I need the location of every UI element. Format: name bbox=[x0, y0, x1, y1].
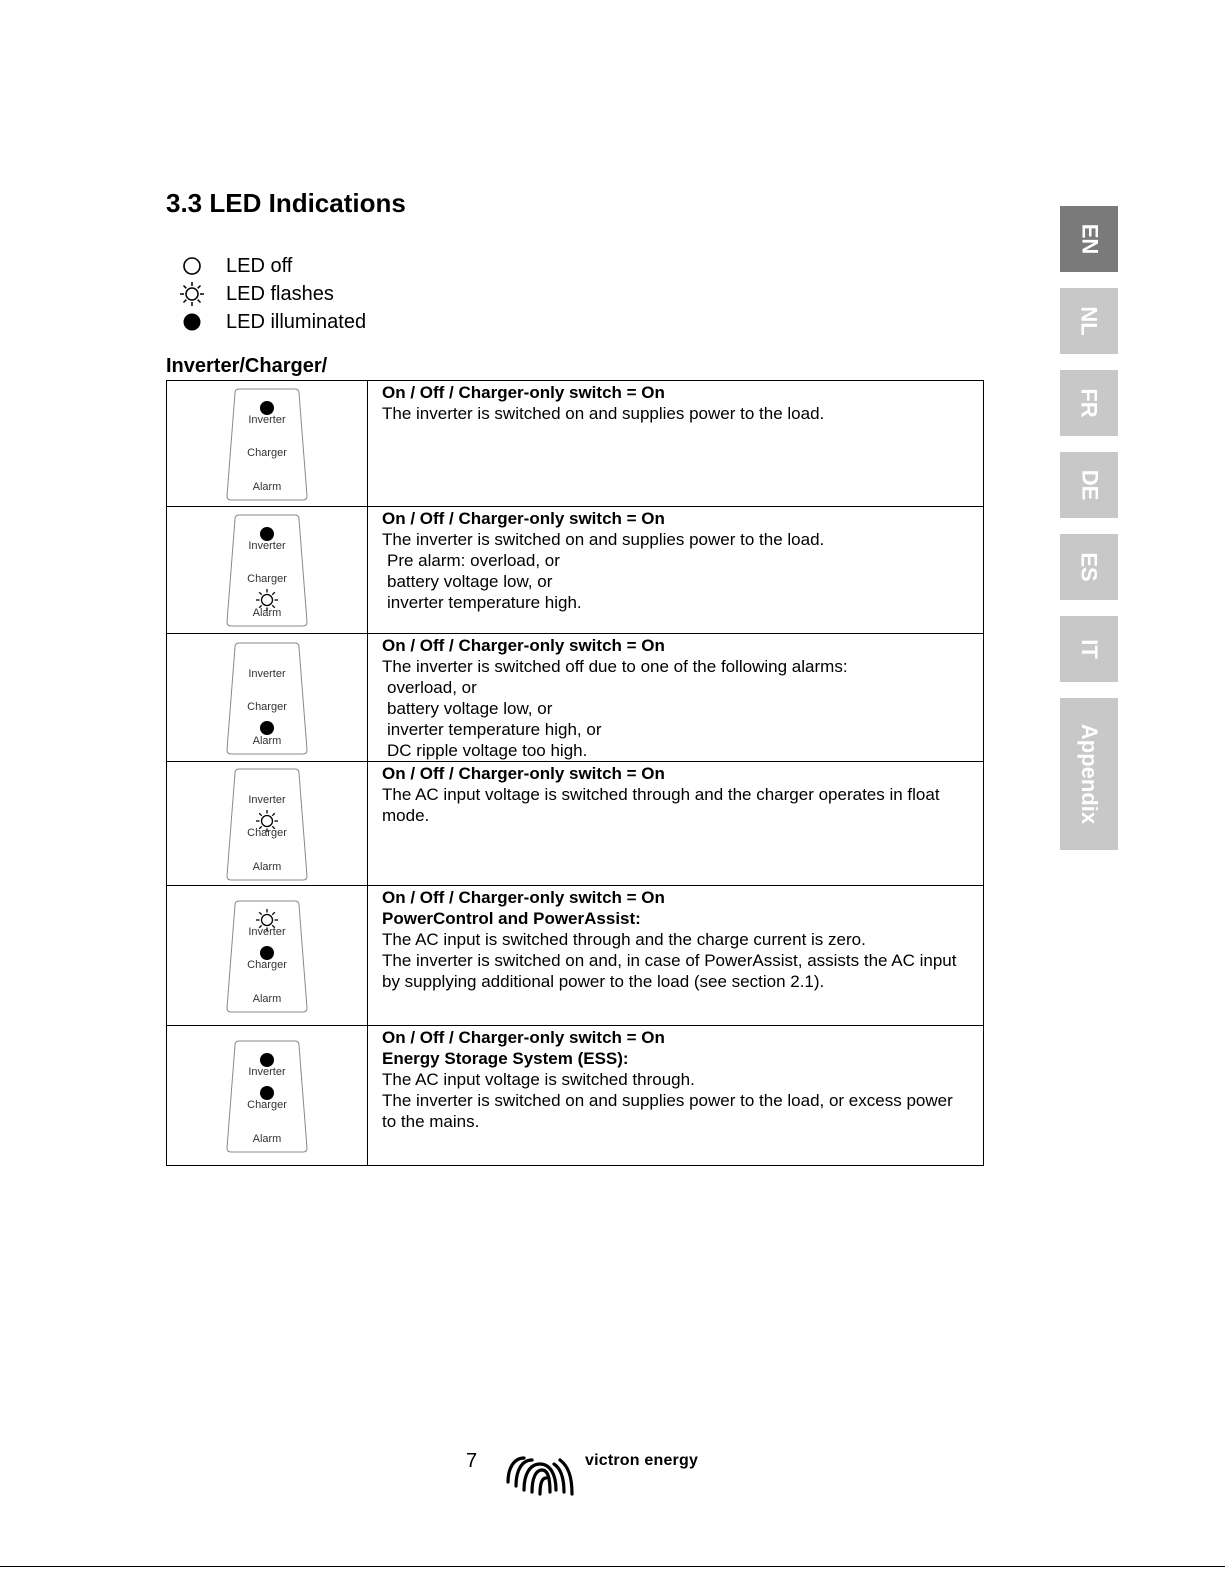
page-number: 7 bbox=[466, 1450, 478, 1472]
panel-label-alarm: Alarm bbox=[252, 480, 282, 493]
panel-label-inverter: Inverter bbox=[248, 925, 286, 938]
language-tab-appendix[interactable] bbox=[1060, 698, 1118, 850]
language-tab-es[interactable] bbox=[1060, 534, 1118, 600]
led-description-cell bbox=[368, 507, 984, 634]
led-legend bbox=[174, 252, 366, 336]
panel-label-charger: Charger bbox=[247, 826, 287, 839]
panel-label-alarm: Alarm bbox=[252, 734, 282, 747]
led-panel-cell bbox=[167, 381, 368, 507]
panel-label-alarm: Alarm bbox=[252, 607, 282, 619]
led-panel-diagram bbox=[217, 510, 317, 630]
language-tab-fr[interactable] bbox=[1060, 370, 1118, 436]
alarm-condition-line: battery voltage low, or bbox=[387, 572, 553, 591]
led-panel-diagram bbox=[217, 764, 317, 884]
panel-label-inverter: Inverter bbox=[248, 793, 286, 806]
led-illuminated-icon bbox=[174, 308, 210, 336]
page-title: 3.3 LED Indications bbox=[166, 188, 406, 218]
led-indication-table bbox=[166, 380, 984, 1166]
led-panel-cell bbox=[167, 507, 368, 634]
legend-label: LED illuminated bbox=[226, 310, 367, 333]
victron-logo-icon bbox=[502, 1452, 578, 1503]
page-bottom-rule bbox=[0, 1566, 1225, 1567]
language-tab-nl[interactable] bbox=[1060, 288, 1118, 354]
language-tab-label: EN bbox=[1077, 223, 1102, 255]
led-off-icon bbox=[174, 252, 210, 280]
mode-subheading: Energy Storage System (ESS): bbox=[382, 1049, 629, 1068]
led-panel-diagram bbox=[217, 384, 317, 504]
led-illuminated-icon bbox=[260, 1053, 274, 1067]
led-illuminated-icon bbox=[260, 946, 274, 960]
panel-label-inverter: Inverter bbox=[248, 413, 286, 426]
language-tab-label: FR bbox=[1076, 388, 1102, 418]
panel-label-charger: Charger bbox=[247, 573, 287, 585]
mode-subheading: PowerControl and PowerAssist: bbox=[382, 909, 641, 928]
panel-label-charger: Charger bbox=[247, 700, 287, 713]
led-illuminated-icon bbox=[260, 527, 274, 541]
language-tab-en[interactable] bbox=[1060, 206, 1118, 272]
led-panel-cell bbox=[167, 886, 368, 1026]
led-flashes-icon bbox=[174, 280, 210, 308]
switch-state-heading: On / Off / Charger-only switch = On bbox=[382, 1028, 665, 1047]
language-tab-label: Appendix bbox=[1077, 723, 1103, 825]
description-line: The inverter is switched on and supplies power to the load. bbox=[382, 530, 825, 549]
language-tab-label: IT bbox=[1077, 639, 1102, 659]
led-panel-diagram bbox=[217, 1036, 317, 1156]
switch-state-heading: On / Off / Charger-only switch = On bbox=[382, 509, 665, 528]
description-line: The inverter is switched on and supplies power to the load, or excess power to the mains. bbox=[382, 1091, 953, 1131]
legend-label: LED flashes bbox=[226, 282, 334, 305]
legend-item-off bbox=[174, 252, 366, 280]
description-line: The AC input voltage is switched through and the charger operates in float mode. bbox=[382, 785, 940, 825]
table-row bbox=[167, 507, 984, 634]
alarm-condition-line: DC ripple voltage too high. bbox=[387, 741, 588, 760]
language-tab-it[interactable] bbox=[1060, 616, 1118, 682]
panel-label-inverter: Inverter bbox=[248, 1065, 286, 1078]
table-row bbox=[167, 1026, 984, 1166]
led-description-cell bbox=[368, 381, 984, 507]
led-illuminated-icon bbox=[260, 721, 274, 735]
description-line: The inverter is switched off due to one of the following alarms: bbox=[382, 657, 848, 676]
section-subtitle: Inverter/Charger/ bbox=[166, 355, 328, 377]
led-panel-cell bbox=[167, 1026, 368, 1166]
led-panel-cell bbox=[167, 762, 368, 886]
language-tab-label: NL bbox=[1076, 306, 1102, 336]
switch-state-heading: On / Off / Charger-only switch = On bbox=[382, 764, 665, 783]
panel-label-charger: Charger bbox=[247, 1098, 287, 1111]
switch-state-heading: On / Off / Charger-only switch = On bbox=[382, 383, 665, 402]
alarm-condition-line: overload, or bbox=[387, 678, 477, 697]
led-description-cell bbox=[368, 762, 984, 886]
led-description-cell bbox=[368, 1026, 984, 1166]
switch-state-heading: On / Off / Charger-only switch = On bbox=[382, 636, 665, 655]
brand-name: victron energy bbox=[585, 1452, 699, 1469]
panel-label-inverter: Inverter bbox=[248, 667, 286, 680]
led-illuminated-icon bbox=[260, 1086, 274, 1100]
legend-item-flashes bbox=[174, 280, 366, 308]
panel-label-alarm: Alarm bbox=[252, 1132, 282, 1145]
legend-item-illuminated bbox=[174, 308, 366, 336]
led-panel-diagram bbox=[217, 638, 317, 758]
panel-label-inverter: Inverter bbox=[248, 540, 286, 552]
description-line: The inverter is switched on and, in case of PowerAssist, assists the AC input by supplying additional power to the load (see section 2.1). bbox=[382, 951, 957, 991]
panel-label-alarm: Alarm bbox=[252, 992, 282, 1005]
language-tab-label: ES bbox=[1076, 552, 1102, 582]
led-description-cell bbox=[368, 634, 984, 762]
table-row bbox=[167, 886, 984, 1026]
alarm-condition-line: battery voltage low, or bbox=[387, 699, 553, 718]
language-tab-de[interactable] bbox=[1060, 452, 1118, 518]
description-line: The AC input voltage is switched through. bbox=[382, 1070, 695, 1089]
table-row bbox=[167, 762, 984, 886]
led-description-cell bbox=[368, 886, 984, 1026]
description-line: The inverter is switched on and supplies power to the load. bbox=[382, 404, 825, 423]
led-panel-cell bbox=[167, 634, 368, 762]
panel-label-charger: Charger bbox=[247, 958, 287, 971]
led-illuminated-icon bbox=[260, 401, 274, 415]
description-line: The AC input is switched through and the charge current is zero. bbox=[382, 930, 866, 949]
language-tab-label: DE bbox=[1077, 469, 1102, 501]
table-row bbox=[167, 634, 984, 762]
table-row bbox=[167, 381, 984, 507]
panel-label-charger: Charger bbox=[247, 446, 287, 459]
switch-state-heading: On / Off / Charger-only switch = On bbox=[382, 888, 665, 907]
alarm-condition-line: inverter temperature high. bbox=[387, 593, 582, 612]
alarm-condition-line: inverter temperature high, or bbox=[387, 720, 602, 739]
legend-label: LED off bbox=[226, 254, 293, 277]
led-panel-diagram bbox=[217, 896, 317, 1016]
alarm-condition-line: Pre alarm: overload, or bbox=[387, 551, 560, 570]
panel-label-alarm: Alarm bbox=[252, 860, 282, 873]
